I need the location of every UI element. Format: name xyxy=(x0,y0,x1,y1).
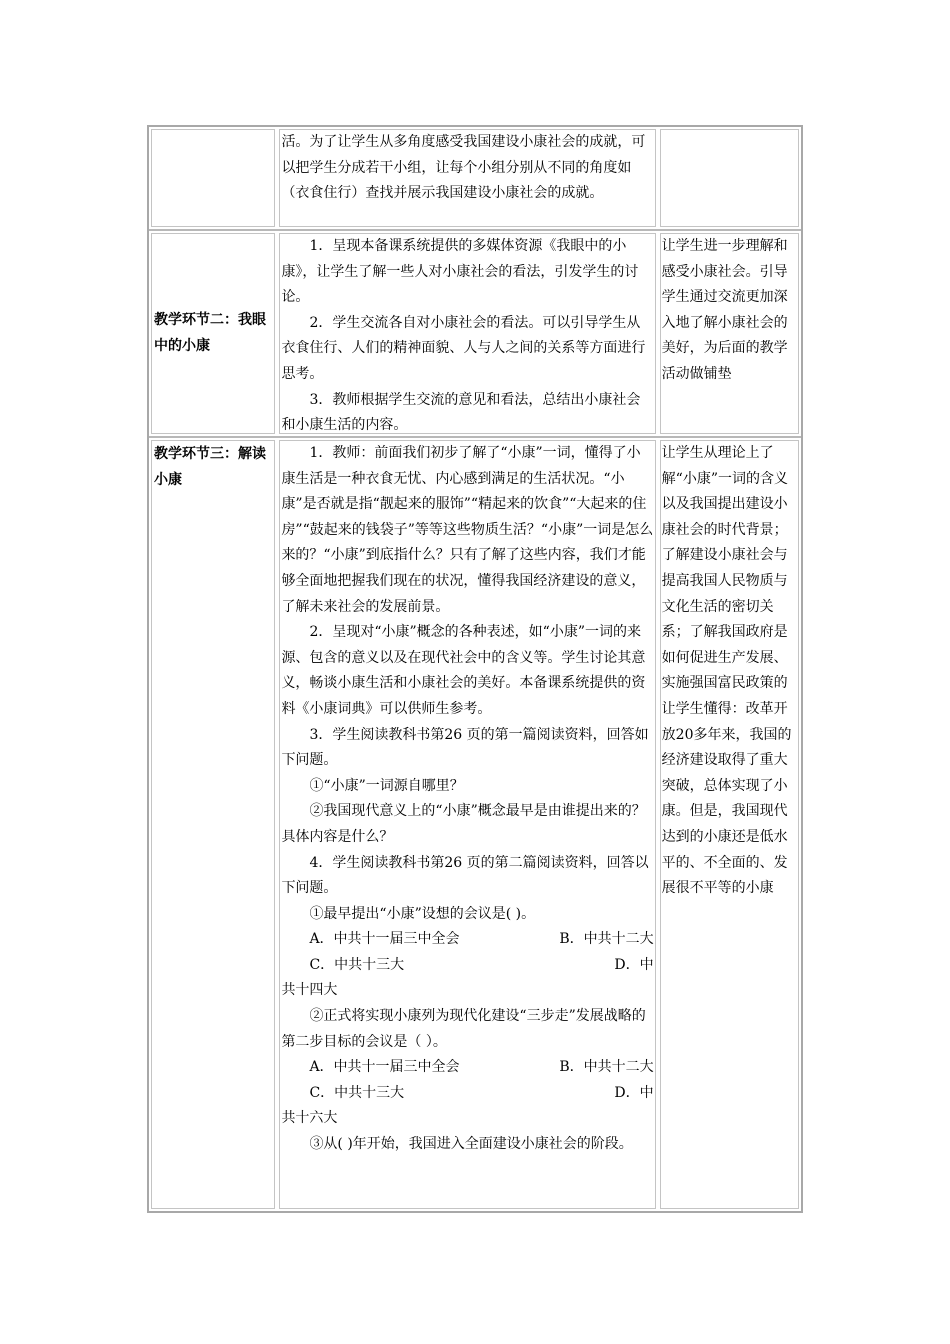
content-paragraph: 4．学生阅读教科书第26 页的第二篇阅读资料，回答以下问题。 xyxy=(281,854,649,897)
option-line xyxy=(281,1081,653,1107)
stage-label: 教学环节二：我眼中的小康 xyxy=(154,311,266,354)
content-cell xyxy=(279,233,655,434)
option-d: D．中 xyxy=(614,1084,654,1101)
table-row xyxy=(149,438,801,1211)
option-line xyxy=(281,927,653,953)
content-paragraph: 2．学生交流各自对小康社会的看法。可以引导学生从衣食住行、人们的精神面貌、人与人之间的关系等方面进行思考。 xyxy=(281,314,646,382)
intent-cell: 让学生从理论上了解“小康”一词的含义以及我国提出建设小康社会的时代背景；了解建设小康社会与提高我国人民物质与文化生活的密切关系；了解我国政府是如何促进生产发展、实施强国富民政策的 让学生懂得：改革开放20多年来，我国的经济建设取得了重大突破，总体实现了小康。但是，我国现代达到的小康还是低水平的、不全面的、发展很不平等的小康 xyxy=(660,440,799,1209)
option-b: B．中共十二大 xyxy=(559,1059,654,1076)
intent-cell xyxy=(660,129,799,227)
content-cell xyxy=(279,129,655,227)
table-row xyxy=(149,231,801,438)
content-paragraph: 3．学生阅读教科书第26 页的第一篇阅读资料，回答如下问题。 xyxy=(281,726,649,769)
option-line xyxy=(281,1055,653,1081)
lesson-plan-table xyxy=(147,125,803,1213)
option-line xyxy=(281,953,653,979)
option-c: C．中共十三大 xyxy=(309,956,405,973)
content-cell xyxy=(279,440,655,1209)
question-item: ②正式将实现小康列为现代化建设“三步走”发展战略的第二步目标的会议是（ ）。 xyxy=(281,1008,646,1050)
question-item: ②我国现代意义上的“小康”概念最早是由谁提出来的？具体内容是什么？ xyxy=(281,803,646,845)
option-a: A．中共十一届三中全会 xyxy=(309,931,460,948)
stage-label-cell: 教学环节三：解读小康 xyxy=(151,440,275,1209)
table-row xyxy=(149,127,801,231)
option-d: D．中 xyxy=(614,956,654,973)
content-paragraph: 3．教师根据学生交流的意见和看法，总结出小康社会和小康生活的内容。 xyxy=(281,391,641,434)
option-d-continuation: 共十四大 xyxy=(281,982,338,999)
question-item: ①最早提出“小康”设想的会议是( )。 xyxy=(309,905,536,922)
option-a: A．中共十一届三中全会 xyxy=(309,1059,460,1076)
content-paragraph: 1．呈现本备课系统提供的多媒体资源《我眼中的小康》，让学生了解一些人对小康社会的看法，引发学生的讨论。 xyxy=(281,238,639,306)
stage-label-cell xyxy=(151,129,275,227)
content-paragraph: 活。为了让学生从多角度感受我国建设小康社会的成就，可以把学生分成若干小组，让每个小组分别从不同的角度如（衣食住行）查找并展示我国建设小康社会的成就。 xyxy=(281,134,646,202)
intent-cell: 让学生进一步理解和感受小康社会。引导学生通过交流更加深入地了解小康社会的美好，为后面的教学活动做铺垫 xyxy=(660,233,799,434)
content-paragraph: 2．呈现对“小康”概念的各种表述，如“小康”一词的来源、包含的意义以及在现代社会中的含义等。学生讨论其意义，畅谈小康生活和小康社会的美好。本备课系统提供的资料《小康词典》可以供师生参考。 xyxy=(281,624,646,717)
option-b: B．中共十二大 xyxy=(559,931,654,948)
content-paragraph: 1．教师：前面我们初步了解了“小康”一词，懂得了小康生活是一种衣食无忧、内心感到满足的生活状况。“小康”是否就是指“靓起来的服饰”“精起来的饮食”“大起来的住房”“鼓起来的钱袋子”等等这些物质生活？“小康”一词是怎么来的？“小康”到底指什么？只有了解了这些内容，我们才能够全面地把握我们现在的状况，懂得我国经济建设的意义，了解未来社会的发展前景。 xyxy=(281,445,654,615)
question-item: ①“小康”一词源自哪里？ xyxy=(309,777,464,794)
option-d-continuation: 共十六大 xyxy=(281,1110,338,1127)
option-c: C．中共十三大 xyxy=(309,1084,405,1101)
stage-label-cell xyxy=(151,233,275,434)
question-item: ③从( )年开始，我国进入全面建设小康社会的阶段。 xyxy=(309,1136,633,1153)
